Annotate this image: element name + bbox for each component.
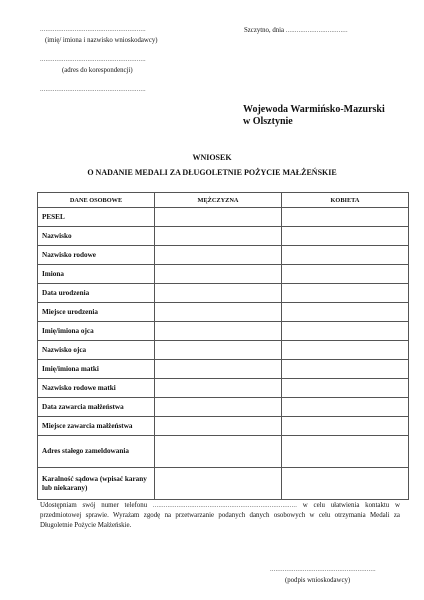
address-dots: .......................................................... <box>40 56 146 63</box>
personal-data-table <box>37 192 409 500</box>
man-field[interactable] <box>155 360 282 379</box>
row-label: Nazwisko rodowe <box>38 246 155 265</box>
man-field[interactable] <box>155 208 282 227</box>
consent-text-start: Udostępniam swój numer telefonu <box>40 502 148 509</box>
table-header-row <box>38 193 409 208</box>
woman-field[interactable] <box>282 284 409 303</box>
recipient-line1: Wojewoda Warmińsko-Mazurski <box>243 104 385 115</box>
table-row <box>38 468 409 500</box>
header-personal-data: DANE OSOBOWE <box>38 193 155 208</box>
row-label: Nazwisko rodowe matki <box>38 379 155 398</box>
table-row <box>38 417 409 436</box>
woman-field[interactable] <box>282 360 409 379</box>
man-field[interactable] <box>155 322 282 341</box>
consent-text-end: w celu ułatwienia kontaktu w przedmiotowej sprawie. Wyrażam zgodę na przetwarzanie podanych danych osobowych w celu otrzymania Medali za Długoletnie Pożycie Małżeńskie. <box>40 502 400 529</box>
woman-field[interactable] <box>282 436 409 468</box>
row-label: Miejsce zawarcia małżeństwa <box>38 417 155 436</box>
woman-field[interactable] <box>282 265 409 284</box>
man-field[interactable] <box>155 227 282 246</box>
consent-paragraph <box>40 501 400 531</box>
table-row <box>38 246 409 265</box>
row-label: Nazwisko ojca <box>38 341 155 360</box>
applicant-name-dots: .......................................................... <box>40 26 146 33</box>
row-label: Data zawarcia małżeństwa <box>38 398 155 417</box>
row-label: Data urodzenia <box>38 284 155 303</box>
man-field[interactable] <box>155 417 282 436</box>
table-row <box>38 227 409 246</box>
row-label: Imiona <box>38 265 155 284</box>
row-label: Adres stałego zameldowania <box>38 436 155 468</box>
header-woman: KOBIETA <box>282 193 409 208</box>
man-field[interactable] <box>155 379 282 398</box>
woman-field[interactable] <box>282 379 409 398</box>
document-subtitle: O NADANIE MEDALI ZA DŁUGOLETNIE POŻYCIE MAŁŻEŃSKIE <box>87 168 337 177</box>
phone-field-dots[interactable]: ............................................................................... <box>152 502 298 509</box>
table-row <box>38 265 409 284</box>
city-date-line <box>244 27 348 34</box>
man-field[interactable] <box>155 246 282 265</box>
applicant-name-caption: (imię/ imiona i nazwisko wnioskodawcy) <box>45 37 158 44</box>
woman-field[interactable] <box>282 322 409 341</box>
header-man: MĘŻCZYZNA <box>155 193 282 208</box>
man-field[interactable] <box>155 341 282 360</box>
city-date-label: Szczytno, dnia <box>244 27 285 34</box>
woman-field[interactable] <box>282 246 409 265</box>
woman-field[interactable] <box>282 208 409 227</box>
table-row <box>38 360 409 379</box>
recipient-line2: w Olsztynie <box>243 116 293 127</box>
table-row <box>38 341 409 360</box>
row-label: Imię/imiona ojca <box>38 322 155 341</box>
row-label: Karalność sądowa (wpisać karany lub niekarany) <box>38 468 155 500</box>
table-row <box>38 284 409 303</box>
woman-field[interactable] <box>282 341 409 360</box>
man-field[interactable] <box>155 265 282 284</box>
woman-field[interactable] <box>282 303 409 322</box>
man-field[interactable] <box>155 284 282 303</box>
table-row <box>38 303 409 322</box>
row-label: PESEL <box>38 208 155 227</box>
date-field-dots: .................................. <box>285 27 348 34</box>
signature-caption: (podpis wnioskodawcy) <box>285 577 351 584</box>
table-row <box>38 379 409 398</box>
man-field[interactable] <box>155 436 282 468</box>
man-field[interactable] <box>155 303 282 322</box>
table-row <box>38 436 409 468</box>
table-row <box>38 322 409 341</box>
table-row <box>38 398 409 417</box>
signature-dots: .......................................................... <box>270 566 376 573</box>
row-label: Miejsce urodzenia <box>38 303 155 322</box>
address-line2-dots: .......................................................... <box>40 86 146 93</box>
table-row <box>38 208 409 227</box>
recipient-block <box>243 104 385 128</box>
row-label: Nazwisko <box>38 227 155 246</box>
man-field[interactable] <box>155 398 282 417</box>
man-field[interactable] <box>155 468 282 500</box>
address-caption: (adres do korespondencji) <box>62 67 133 74</box>
woman-field[interactable] <box>282 468 409 500</box>
row-label: Imię/imiona matki <box>38 360 155 379</box>
document-title: WNIOSEK <box>192 153 232 162</box>
woman-field[interactable] <box>282 227 409 246</box>
woman-field[interactable] <box>282 417 409 436</box>
woman-field[interactable] <box>282 398 409 417</box>
